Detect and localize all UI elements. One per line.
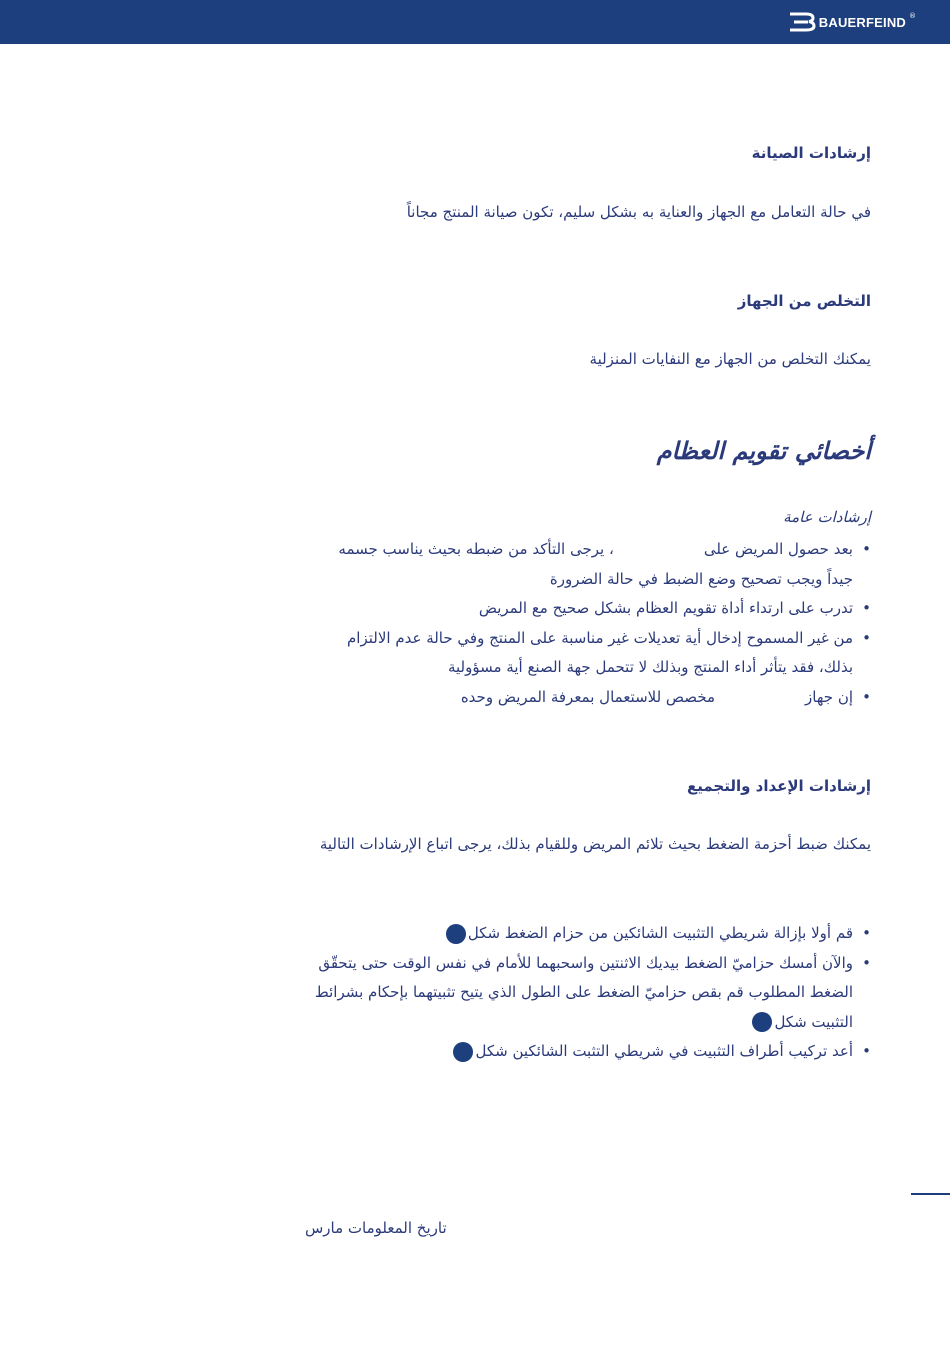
step-text: قم أولا بإزالة شريطي التثبيت الشائكين من حزام الضغط شكل [467, 924, 853, 942]
step-text: التثبيت شكل [774, 1012, 853, 1031]
maintenance-heading: إرشادات الصيانة [751, 144, 871, 162]
list-item [251, 594, 871, 624]
registered-mark: ® [909, 12, 916, 20]
bullet-text: بذلك، فقد يتأثر أداء المنتج وبذلك لا تتحمل جهة الصنع أية مسؤولية [447, 658, 853, 676]
disposal-heading: التخلص من الجهاز [737, 292, 871, 310]
step-text: والآن أمسك حزاميّ الضغط بيديك الاثنتين واسحبهما للأمام في نفس الوقت حتى يتحقّق [318, 953, 853, 972]
figure-marker-icon [446, 924, 466, 944]
header-bar [0, 0, 950, 44]
bullet-text: تدرب على ارتداء أداة تقويم العظام بشكل صحيح مع المريض [478, 599, 853, 617]
brand-logo [788, 10, 916, 34]
setup-steps-list [251, 919, 871, 1067]
bullet-text: من غير المسموح إدخال أية تعديلات غير مناسبة على المنتج وفي حالة عدم الالتزام [347, 628, 853, 647]
bullet-text: بعد حصول المريض على [703, 540, 853, 558]
step-text: الضغط المطلوب قم بقص حزاميّ الضغط على الطول الذي يتيح تثبيتهما بإحكام بشرائط [314, 983, 853, 1001]
figure-marker-icon [752, 1012, 772, 1032]
bullet-text: مخصص للاستعمال بمعرفة المريض وحده [460, 687, 716, 706]
bullet-text: ، يرجى التأكد من ضبطه بحيث يناسب جسمه [338, 540, 614, 558]
setup-intro: يمكنك ضبط أحزمة الضغط بحيث تلائم المريض وللقيام بذلك، يرجى اتباع الإرشادات التالية [319, 835, 871, 853]
page-edge-rule [911, 1193, 950, 1195]
setup-heading: إرشادات الإعداد والتجميع [686, 777, 871, 795]
general-instructions-list [251, 535, 871, 712]
bullet-text: جيداً ويجب تصحيح وضع الضبط في حالة الضرورة [549, 569, 853, 588]
step-text: أعد تركيب أطراف التثبيت في شريطي التثبت الشائكين شكل [475, 1042, 853, 1060]
list-item [251, 949, 871, 1038]
general-instructions-subtitle: إرشادات عامة [783, 508, 871, 526]
disposal-text: يمكنك التخلص من الجهاز مع النفايات المنزلية [589, 350, 871, 368]
list-item [251, 535, 871, 594]
orthotist-title: أخصائي تقويم العظام [656, 436, 871, 465]
bullet-text: إن جهاز [805, 687, 853, 706]
brand-name: BAUERFEIND [818, 14, 906, 30]
list-item [251, 1037, 871, 1067]
list-item [251, 624, 871, 683]
figure-marker-icon [453, 1042, 473, 1062]
bauerfeind-logo-icon [788, 11, 816, 33]
info-date: تاريخ المعلومات مارس [305, 1219, 447, 1237]
list-item [251, 683, 871, 713]
list-item [251, 919, 871, 949]
maintenance-text: في حالة التعامل مع الجهاز والعناية به بشكل سليم، تكون صيانة المنتج مجاناً [406, 203, 871, 221]
